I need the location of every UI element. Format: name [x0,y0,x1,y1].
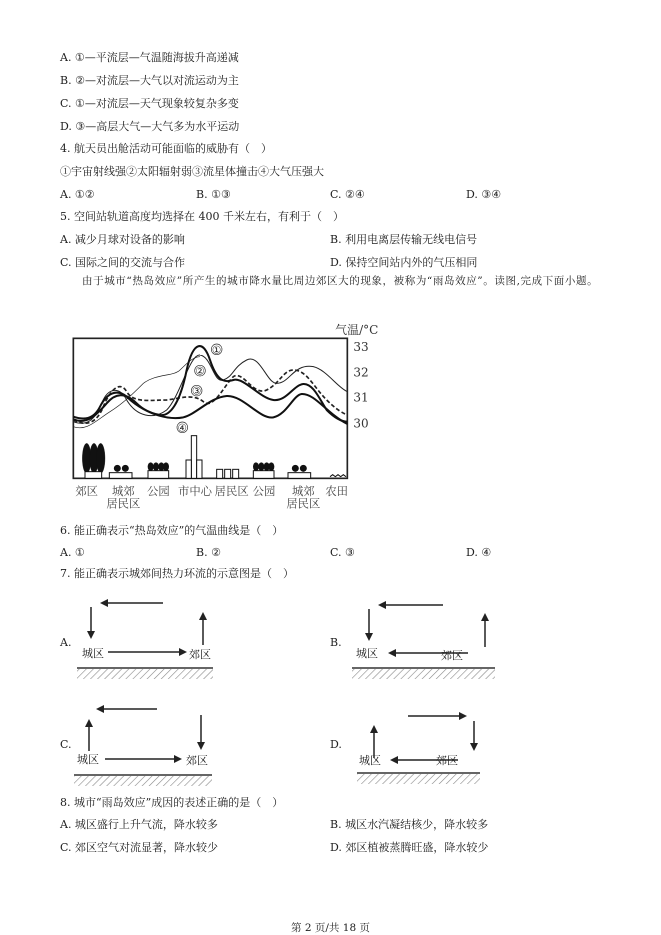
q7-b-suburb-label: 郊区 [441,649,463,662]
curve-1 [73,346,347,422]
curve-label-2: ② [195,364,205,378]
q8-option-b: B. 城区水汽凝结核少，降水较多 [330,818,489,831]
x-label-suburban-residential-3: 城郊 [291,484,315,498]
x-label-suburban-residential-1: 城郊 [111,484,135,498]
q4-items: ①宇宙射线强②太阳辐射弱③流星体撞击④大气压强大 [60,165,324,178]
q5-stem: 5. 空间站轨道高度均选择在 400 千米左右，有利于（ ） [60,210,344,223]
q8-option-a: A. 城区盛行上升气流，降水较多 [60,818,218,831]
x-label-suburb: 郊区 [75,484,99,498]
tall-trees-icon [82,443,105,478]
q5-option-d: D. 保持空间站内外的气压相同 [330,256,478,269]
q3-option-a: A. ①—平流层—气温随海拔升高递减 [60,51,239,64]
temperature-figure [60,320,380,520]
q7-diagram-b-letter: B. [330,636,342,649]
q7-d-suburb-label: 郊区 [436,754,458,767]
tick-32: 32 [353,365,369,380]
x-label-park-2: 公园 [252,484,276,498]
intro-paragraph: 由于城市“热岛效应”所产生的城市降水量比周边郊区大的现象，被称为“雨岛效应”。读图,完成下面小题。 [82,275,599,287]
q7-diagram-a-letter: A. [60,636,72,649]
q7-c-suburb-label: 郊区 [186,754,208,767]
farmland-icon [330,475,346,477]
q7-diagram-d [355,705,515,790]
q3-option-c: C. ①—对流层—天气现象较复杂多变 [60,97,239,110]
q8-stem: 8. 城市“雨岛效应”成因的表述正确的是（ ） [60,796,284,809]
q7-diagram-c-letter: C. [60,738,72,751]
q4-option-b: B. ①③ [196,188,231,201]
q6-option-d: D. ④ [466,546,492,559]
x-label-city-center: 市中心 [178,484,212,498]
q7-a-suburb-label: 郊区 [189,648,211,661]
q5-option-c: C. 国际之间的交流与合作 [60,256,186,269]
q6-stem: 6. 能正确表示“热岛效应”的气温曲线是（ ） [60,524,284,537]
q6-option-c: C. ③ [330,546,355,559]
q8-option-c: C. 郊区空气对流显著，降水较少 [60,841,219,854]
residential-buildings-icon [217,469,239,478]
q6-option-a: A. ① [60,546,85,559]
q4-option-a: A. ①② [60,188,95,201]
curve-label-4: ④ [177,421,188,435]
q7-d-city-label: 城区 [359,754,381,767]
q7-a-city-label: 城区 [82,647,104,660]
q7-b-city-label: 城区 [356,647,378,660]
city-center-buildings-icon [186,436,202,479]
q7-diagram-c [72,700,242,790]
tick-30: 30 [353,416,369,431]
x-label-suburban-residential-4: 居民区 [286,496,321,511]
x-label-residential: 居民区 [214,484,249,498]
park-trees-icon-2 [253,462,274,478]
q7-stem: 7. 能正确表示城郊间热力环流的示意图是（ ） [60,567,294,580]
q8-option-d: D. 郊区植被蒸腾旺盛，降水较少 [330,841,489,854]
x-label-suburban-residential-2: 居民区 [106,496,141,511]
park-trees-icon [148,462,169,478]
q4-option-d: D. ③④ [466,188,502,201]
tick-31: 31 [353,390,369,405]
page-footer: 第 2 页/共 18 页 [291,922,370,934]
q5-option-a: A. 减少月球对设备的影响 [60,233,185,246]
q7-diagram-d-letter: D. [330,738,342,751]
q3-option-b: B. ②—对流层—大气以对流运动为主 [60,74,239,87]
q4-option-c: C. ②④ [330,188,365,201]
q7-c-city-label: 城区 [77,753,99,766]
axis-title: 气温/°C [335,323,379,337]
tick-33: 33 [353,340,369,354]
q5-option-b: B. 利用电离层传输无线电信号 [330,233,478,246]
q7-diagram-b [350,595,520,685]
suburban-houses-icon [109,465,132,478]
suburban-houses-icon-2 [288,465,311,478]
q6-option-b: B. ② [196,546,221,559]
curve-label-1: ① [211,343,222,357]
q7-diagram-a [75,595,245,685]
curve-label-3: ③ [191,384,202,398]
x-label-farmland: 农田 [325,484,349,498]
q3-option-d: D. ③—高层大气—大气多为水平运动 [60,120,240,133]
x-label-park: 公园 [146,484,170,498]
q4-stem: 4. 航天员出舱活动可能面临的威胁有（ ） [60,142,272,155]
